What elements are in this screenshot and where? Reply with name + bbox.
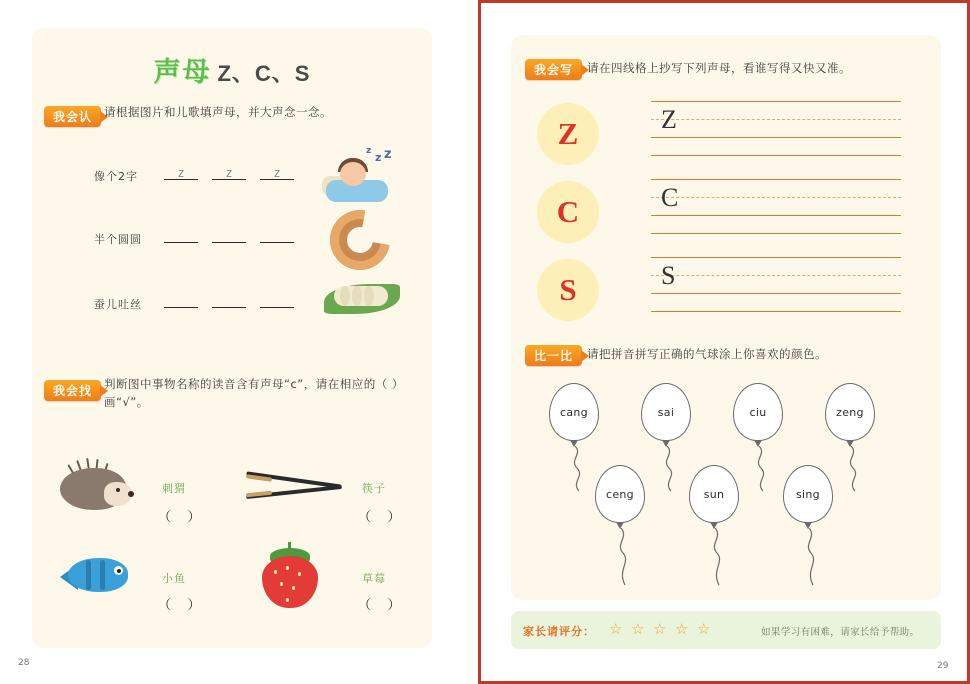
row1-blank-1[interactable]: z	[164, 166, 198, 180]
balloon-label: sun	[703, 487, 725, 501]
rating-star-3[interactable]: ☆	[653, 621, 667, 638]
section1-instruction: 请根据图片和儿歌填声母，并大声念一念。	[104, 105, 332, 119]
strawberry-icon	[256, 542, 334, 614]
donut-icon	[324, 206, 400, 276]
row3-label: 蚕儿吐丝	[94, 298, 142, 311]
write-sample-s: S	[661, 261, 676, 290]
balloon-string-icon	[807, 528, 833, 586]
row2-blank-3[interactable]	[260, 229, 294, 243]
item4-answer-paren[interactable]: （ ）	[358, 598, 401, 613]
rating-star-2[interactable]: ☆	[631, 621, 645, 638]
sleeping-child-icon: z z z	[320, 146, 400, 208]
right-section1-instruction: 请在四线格上抄写下列声母，看谁写得又快又准。	[587, 61, 851, 75]
balloon-string-icon	[757, 446, 783, 492]
page-title-letters: Z、C、S	[217, 61, 311, 86]
write-row-z[interactable]	[651, 101, 901, 163]
section1-tag: 我会认	[44, 106, 101, 127]
right-section2-tag: 比一比	[525, 345, 582, 366]
silkworm-icon	[324, 268, 404, 328]
balloon-string-icon	[849, 446, 875, 492]
balloon-label: ciu	[749, 405, 767, 419]
letter-circle-s: S	[537, 259, 599, 321]
chopsticks-icon	[244, 456, 354, 516]
write-row-c[interactable]	[651, 179, 901, 241]
right-page-number: 29	[937, 661, 949, 671]
right-page	[478, 0, 970, 684]
right-section1-tag: 我会写	[525, 59, 582, 80]
item3-answer-paren[interactable]: （ ）	[158, 598, 201, 613]
right-section2-instruction: 请把拼音拼写正确的气球涂上你喜欢的颜色。	[587, 347, 827, 361]
balloon-string-icon	[619, 528, 645, 586]
balloon-string-icon	[713, 528, 739, 586]
left-page-number: 28	[18, 658, 30, 668]
balloon-label: sing	[796, 487, 820, 501]
write-row-s[interactable]	[651, 257, 901, 319]
balloon-string-icon	[573, 446, 599, 492]
write-sample-c: C	[661, 183, 679, 212]
item2-label: 筷子	[362, 482, 386, 495]
item2-answer-paren[interactable]: （ ）	[358, 510, 401, 525]
parent-rating-bar	[511, 611, 941, 649]
write-sample-z: Z	[661, 105, 677, 134]
row1-blank-3[interactable]: z	[260, 166, 294, 180]
row1-blank-2[interactable]: z	[212, 166, 246, 180]
fish-icon	[60, 550, 146, 606]
letter-circle-z: Z	[537, 103, 599, 165]
item1-answer-paren[interactable]: （ ）	[158, 510, 201, 525]
parent-rating-note: 如果学习有困难，请家长给予帮助。	[761, 627, 920, 638]
rating-star-4[interactable]: ☆	[675, 621, 689, 638]
balloon-string-icon	[665, 446, 691, 492]
letter-circle-c: C	[537, 181, 599, 243]
item1-label: 刺猬	[162, 482, 186, 495]
row2-label: 半个圆圆	[94, 233, 142, 246]
item4-label: 草莓	[362, 572, 386, 585]
rating-star-5[interactable]: ☆	[697, 621, 711, 638]
section2-instruction: 判断图中事物名称的读音含有声母“c”，请在相应的（ ）画“√”。	[104, 377, 404, 409]
section2-tag: 我会找	[44, 380, 101, 401]
page-title	[32, 50, 432, 89]
row3-blank-2[interactable]	[212, 294, 246, 308]
left-page	[0, 0, 464, 684]
row3-blank-1[interactable]	[164, 294, 198, 308]
row1-label: 像个2字	[94, 170, 138, 183]
balloon-label: sai	[657, 405, 675, 419]
row2-blank-2[interactable]	[212, 229, 246, 243]
row2-blank-1[interactable]	[164, 229, 198, 243]
balloon-label: cang	[560, 405, 588, 419]
hedgehog-icon	[60, 458, 146, 518]
balloon-label: ceng	[606, 487, 634, 501]
right-sheet	[511, 35, 941, 600]
row3-blank-3[interactable]	[260, 294, 294, 308]
left-sheet	[32, 28, 432, 648]
rating-star-1[interactable]: ☆	[609, 621, 623, 638]
parent-rating-label: 家长请评分：	[523, 625, 595, 638]
balloon-label: zeng	[836, 405, 864, 419]
page-title-cn: 声母	[153, 57, 212, 88]
item3-label: 小鱼	[162, 572, 186, 585]
